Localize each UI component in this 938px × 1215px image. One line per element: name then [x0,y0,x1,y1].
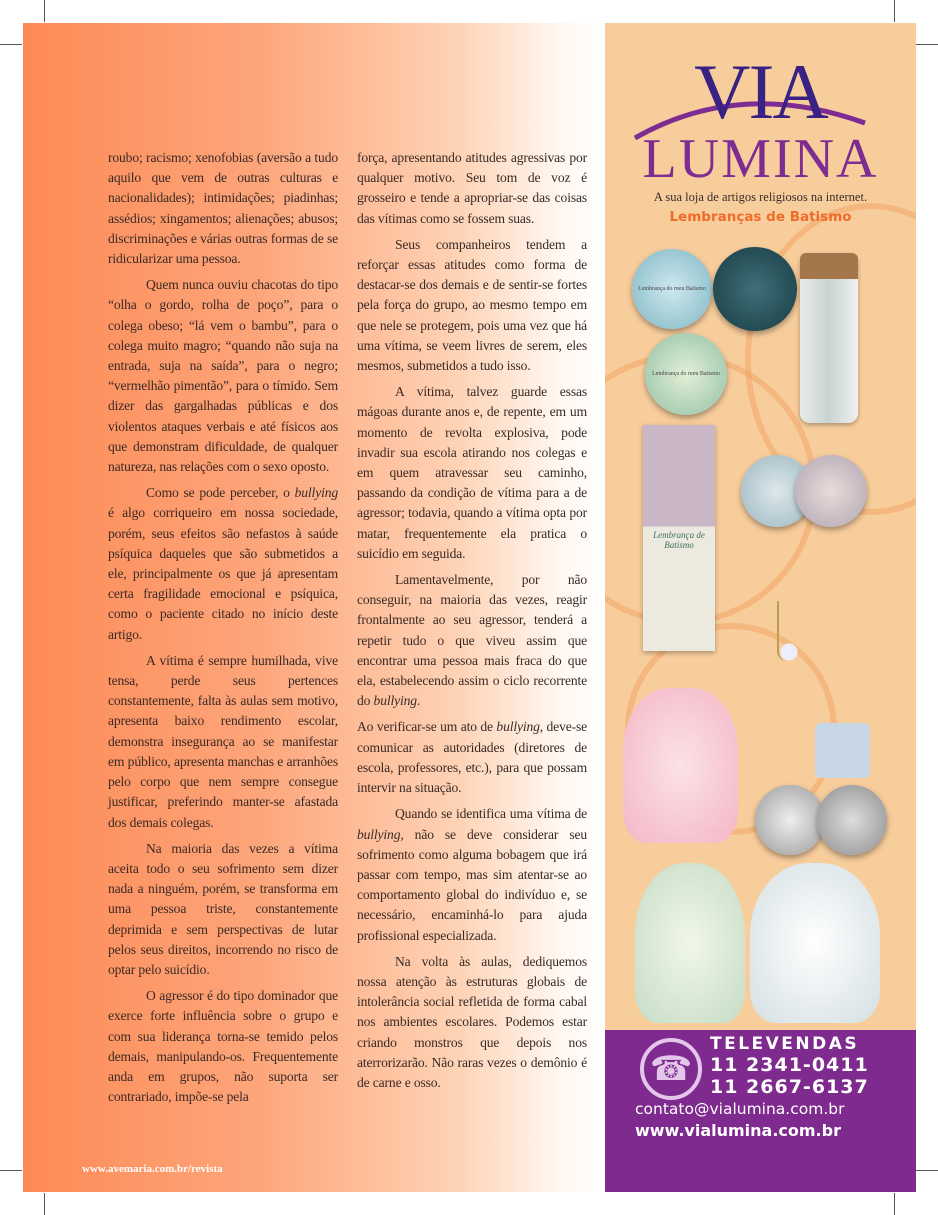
product-silver-tin-right [817,785,887,855]
paragraph: Como se pode perceber, o bullying é algo corriqueiro em nossa sociedade, porém, seus efeitos são nefastos à saúde psíquica daqueles que são submetidos a ele, principalmente os que já apresentam certa fragilidade emocional e psíquica, como o paciente citado no início deste artigo. [108,485,338,642]
product-green-bag [635,863,745,1023]
card-label: Lembrança de Batismo [653,530,705,550]
phone-number-1[interactable]: 11 2341-0411 [710,1054,869,1076]
paragraph: Na volta às aulas, dediquemos nossa atenção às estruturas globais de intolerância social refletida de forma cabal nos ambientes escolares. Podemos estar criando monstros que depois nos aterrorizarão. Não raras vezes o demônio é de carne e osso. [357,953,587,1090]
paragraph: Quando se identifica uma vítima de bullying, não se deve considerar seu sofrimento como alguma bobagem que irá passar com tempo, mas sim atentar-se ao comportamento global do indivíduo e, se necessário, encaminhá-lo para ajuda profissional especializada. [357,806,587,943]
product-tin-rosary [713,247,797,331]
product-tin-green [645,333,727,415]
footer-url[interactable]: www.avemaria.com.br/revista [82,1163,223,1175]
product-shirt-pin [815,723,870,778]
paragraph: Lamentavelmente, por não conseguir, na maioria das vezes, reagir frontalmente ao seu agressor, tenderá a repetir tudo o que viveu assim que encontrar uma pessoa mais fraca do que ela, estabelecendo assim o ciclo recorrente do bullying. [357,572,587,709]
paragraph: Quem nunca ouviu chacotas do tipo “olha o gordo, rolha de poço”, para o colega obeso; “lá vem o bambu”, para o colega muito magro; “quando não suja na entrada, suja na saída”, para o negro; “vermelhão pimentão”, para o tímido. Sem dizer das gargalhadas públicas e dos violentos ataques verbais e até físicos aos que demonstram dificuldade, de qualquer natureza, nas relações com o sexo oposto. [108,277,338,475]
phone-number-2[interactable]: 11 2667-6137 [710,1076,869,1098]
vialumina-advertisement[interactable] [605,23,916,1192]
paragraph: Na maioria das vezes a vítima aceita todo o seu sofrimento sem dizer nada a ninguém, porém, se transforma em uma pessoa triste, constantemente deprimida e sem perspectivas de lutar pelos seus direitos, incorrendo no risco de optar pelo suicídio. [108,840,338,977]
paragraph: O agressor é do tipo dominador que exerce forte influência sobre o grupo e com sua liderança torna-se temido pelos demais, manipulando-os. Frequentemente anda em grupos, não suporta ser contrariado, impõe-se pela [108,988,338,1105]
crop-mark [0,1170,22,1171]
website-link[interactable]: www.vialumina.com.br [635,1121,841,1140]
paragraph: força, apresentando atitudes agressivas por qualquer motivo. Seu tom de voz é grosseiro e tende a apropriar-se das coisas das vítimas como se fossem suas. [357,150,587,226]
logo-via: VIA [694,48,827,135]
product-white-bag [750,863,880,1023]
crop-mark [894,1193,895,1215]
contact-box [605,1030,916,1192]
ad-tagline: A sua loja de artigos religiosos na internet. [653,190,868,204]
product-tin-blue [632,249,712,329]
paragraph: A vítima, talvez guarde essas mágoas durante anos e, de repente, em um momento de revolta explosiva, pode invadir sua escola atirando nos colegas e em quem atravessar seu caminho, passando da condição de vítima para a de agressor; todavia, quando a vítima opta por matar, frequentemente ela pratica o suicídio em seguida. [357,384,587,561]
paragraph: Ao verificar-se um ato de bullying, deve-se comunicar as autoridades (diretores de escola, professores, etc.), para que possam intervir na situação. [357,719,587,796]
tin-label: Lembrança do meu Batismo [638,286,706,292]
article-column-2 [357,148,587,1099]
product-card [643,425,715,651]
televendas-label: TELEVENDAS [710,1034,860,1054]
paragraph: roubo; racismo; xenofobias (aversão a tudo aquilo que vem de outras culturas e nacionalidades); intimidações; piadinhas; assédios; xingamentos; alienações; abusos; discriminações e várias outras formas de se ridicularizar uma pessoa. [108,150,338,267]
crop-mark [916,1170,938,1171]
paragraph: A vítima é sempre humilhada, vive tensa, perde seus pertences constantemente, falta às aulas sem motivo, apresenta baixo rendimento escolar, demonstra insegurança ao se manifestar em público, apresenta manchas e arranhões pelo corpo que nem sempre consegue justificar, preferindo manter-se afastada dos demais colegas. [108,652,338,830]
ad-subtitle: Lembranças de Batismo [669,209,852,225]
crop-mark [894,0,895,22]
crop-mark [44,0,45,22]
crop-mark [916,44,938,45]
logo-lumina: LUMINA [642,128,879,190]
contact-email[interactable]: contato@vialumina.com.br [635,1100,845,1118]
product-pin [777,601,799,661]
crop-mark [44,1193,45,1215]
article-column-1 [108,148,338,1113]
paragraph: Seus companheiros tendem a reforçar essas atitudes como forma de destacar-se dos demais e de sentir-se fortes pela força do grupo, ao mesmo tempo em que nele se protegem, pois uma vez que há uma vítima, se veem livres de serem, eles mesmos, submetidos a tudo isso. [357,236,587,374]
tin-label: Lembrança do meu Batismo [652,371,720,377]
crop-mark [0,44,22,45]
product-tin-pair-right [795,455,867,527]
product-pink-bag [623,688,738,843]
product-silver-tin-left [755,785,825,855]
phone-icon: ☎ [640,1038,702,1100]
product-jar [800,253,858,423]
